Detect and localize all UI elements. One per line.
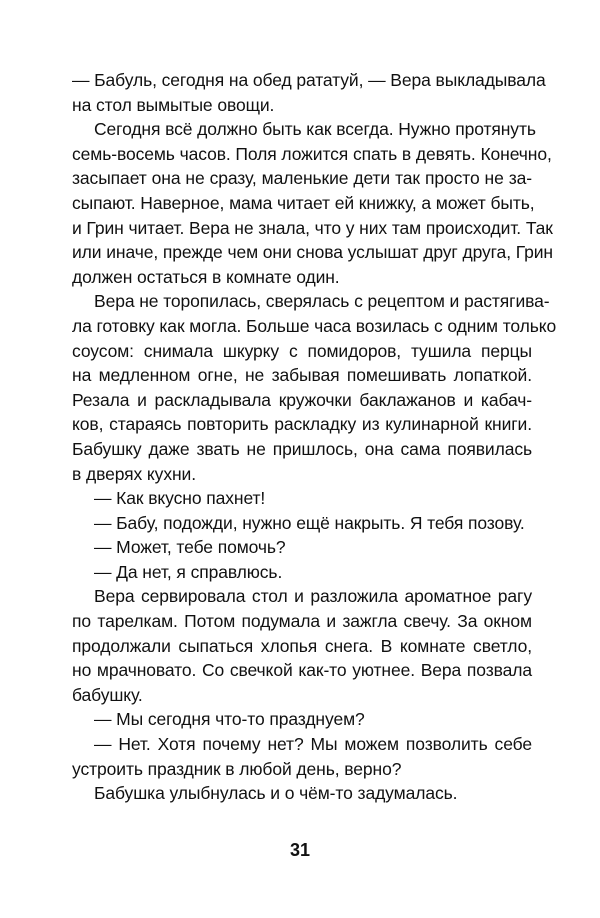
text-line: — Может, тебе помочь? <box>94 537 286 558</box>
text-line: — Да нет, я справлюсь. <box>94 561 283 582</box>
text-line: — Мы сегодня что-то празднуем? <box>94 709 365 730</box>
text-line: ла готовку как могла. Больше часа возилась с одним только <box>72 315 557 336</box>
text-line: — Бабу, подожди, нужно ещё накрыть. Я тебя позову. <box>94 512 525 533</box>
text-line: Бабушка улыбнулась и о чём-то задумалась. <box>94 783 458 804</box>
text-line: устроить праздник в любой день, верно? <box>72 758 402 779</box>
text-line: продолжали сыпаться хлопья снега. В комнате светло, <box>72 635 532 656</box>
page-text <box>72 68 557 806</box>
text-line: — Нет. Хотя почему нет? Мы можем позволить себе <box>94 734 532 755</box>
text-line: сыпают. Наверное, мама читает ей книжку, а может быть, <box>72 192 535 213</box>
text-line: в дверях кухни. <box>72 463 196 484</box>
text-line: по тарелкам. Потом подумала и зажгла свечу. За окном <box>72 611 532 632</box>
text-line: должен остаться в комнате один. <box>72 266 340 287</box>
text-line: Резала и раскладывала кружочки баклажанов и кабач- <box>72 389 532 410</box>
text-line: Вера сервировала стол и разложила ароматное рагу <box>94 586 532 607</box>
text-line: на стол вымытые овощи. <box>72 94 275 115</box>
text-line: — Бабуль, сегодня на обед рататуй, — Вера выкладывала <box>72 70 546 90</box>
text-line: семь-восемь часов. Поля ложится спать в девять. Конечно, <box>72 143 552 164</box>
text-line: — Как вкусно пахнет! <box>94 488 266 509</box>
text-line: Бабушку даже звать не пришлось, она сама появилась <box>72 438 532 459</box>
text-line: Вера не торопилась, сверялась с рецептом и растягива- <box>94 291 550 312</box>
text-line: ков, стараясь повторить раскладку из кулинарной книги. <box>72 414 532 435</box>
page-number: 31 <box>289 840 311 860</box>
text-line: и Грин читает. Вера не знала, что у них там происходит. Так <box>72 217 553 238</box>
text-line: или иначе, прежде чем они снова услышат друг друга, Грин <box>72 242 553 263</box>
text-line: бабушку. <box>72 684 143 705</box>
text-line: Сегодня всё должно быть как всегда. Нужно протянуть <box>94 119 536 140</box>
text-line: но мрачновато. Со свечкой как-то уютнее. Вера позвала <box>72 660 532 681</box>
text-line: на медленном огне, не забывая помешивать лопаткой. <box>72 365 532 386</box>
text-line: соусом: снимала шкурку с помидоров, тушила перцы <box>72 340 532 361</box>
text-line: засыпает она не сразу, маленькие дети так просто не за- <box>72 168 532 189</box>
